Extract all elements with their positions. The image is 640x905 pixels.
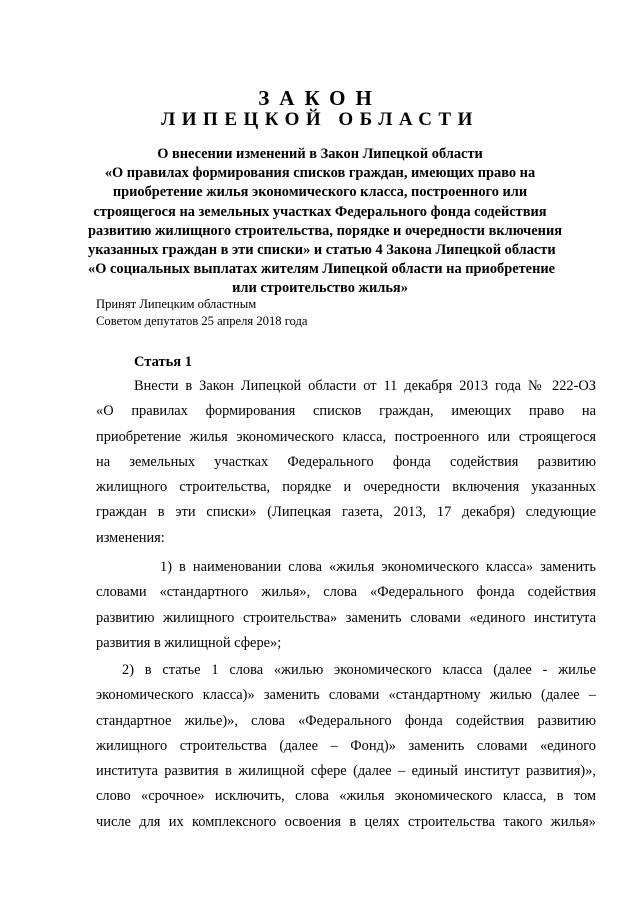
text-line: стандартное жилье)», слова «Федерального фонда содействия развитию — [96, 712, 596, 729]
text-line: института развития в жилищной сфере (далее – единый институт развития)», — [96, 763, 596, 780]
subtitle-line: развитию жилищного строительства, порядке и очередности включения — [88, 222, 563, 239]
law-subtitle — [88, 145, 563, 299]
article-heading: Статья 1 — [134, 354, 192, 370]
text-line: приобретение жилья экономического класса, построенного или строящегося — [96, 428, 596, 445]
item-2-paragraph — [96, 658, 596, 835]
subtitle-line: строящегося на земельных участках Федерального фонда содействия — [93, 203, 547, 220]
text-line: числе для их комплексного освоения в целях строительства такого жилья» — [96, 813, 596, 830]
text-line: изменения: — [96, 529, 165, 546]
subtitle-line: «О социальных выплатах жителям Липецкой области на приобретение — [88, 261, 556, 278]
item-1-paragraph — [96, 555, 596, 656]
adoption-line: Советом депутатов 25 апреля 2018 года — [96, 314, 308, 328]
text-line: жилищного строительства, порядке и очередности включения указанных — [96, 479, 596, 496]
text-line: развитию жилищного строительства» заменить словами «единого института — [96, 609, 596, 626]
adoption-note — [96, 296, 308, 330]
text-line: словами «стандартного жилья», слова «Федерального фонда содействия — [96, 584, 596, 601]
subtitle-line: приобретение жилья экономического класса, построенного или — [112, 184, 528, 201]
adoption-line: Принят Липецким областным — [96, 297, 257, 311]
text-line: Внести в Закон Липецкой области от 11 декабря 2013 года № 222-ОЗ — [134, 378, 596, 394]
text-line: граждан в эти списки» (Липецкая газета, 2013, 17 декабря) следующие — [96, 504, 596, 521]
law-region-title: ЛИПЕЦКОЙ ОБЛАСТИ — [161, 109, 479, 130]
text-line: на земельных участках Федерального фонда содействия развитию — [96, 453, 596, 470]
subtitle-line: «О правилах формирования списков граждан, имеющих право на — [104, 165, 536, 182]
subtitle-line: или строительство жилья» — [232, 280, 408, 297]
text-line: развития в жилищной сфере»; — [96, 634, 282, 651]
article-intro-paragraph — [96, 374, 596, 551]
text-line: жилищного строительства (далее – Фонд)» заменить словами «единого — [96, 737, 596, 754]
text-line: 1) в наименовании слова «жилья экономического класса» заменить — [160, 559, 596, 575]
text-line: слово «срочное» исключить, слова «жилья экономического класса, в том — [96, 788, 596, 805]
text-line: экономического класса)» заменить словами «стандартному жилью (далее – — [96, 687, 596, 704]
subtitle-line: О внесении изменений в Закон Липецкой области — [157, 146, 483, 162]
text-line: «О правилах формирования списков граждан, имеющих право на — [96, 403, 596, 420]
subtitle-line: указанных граждан в эти списки» и статью 4 Закона Липецкой области — [88, 242, 556, 259]
law-title: ЗАКОН — [258, 86, 382, 110]
text-line: 2) в статье 1 слова «жилью экономического класса (далее - жилье — [122, 662, 596, 678]
